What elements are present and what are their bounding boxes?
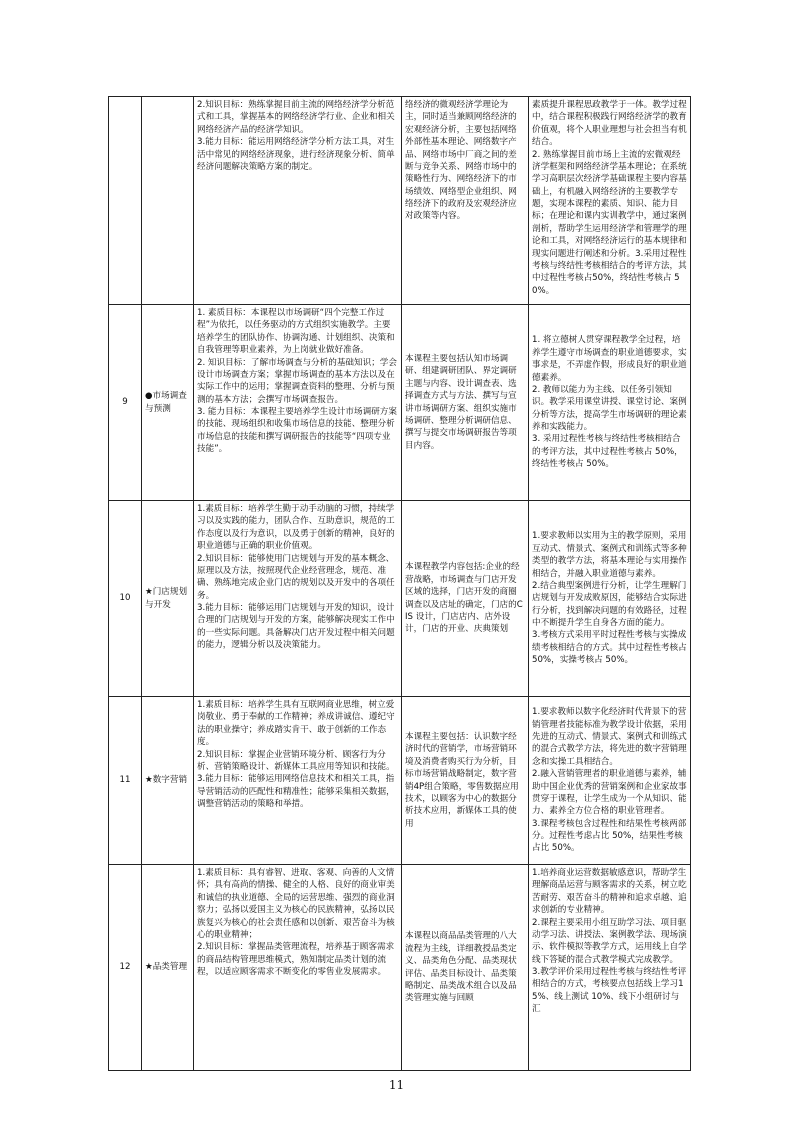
course-objectives	[194, 865, 402, 1071]
objective-item: 1.素质目标：培养学生勤于动手动脑的习惯，持续学习以及实践的能力，团队合作、互助意识，规范的工作态度以及行为意识，以及勇于创新的精神，良好的职业道德与正确的职业价值观。	[197, 504, 395, 552]
requirement-item: 2.融入营销管理者的职业道德与素养，辅助中国企业优秀的营销案例和企业家故事贯穿于课程，让学生成为一个从知识、能力、素养全方位合格的职业管理者。	[532, 769, 687, 817]
table-row	[109, 697, 691, 865]
row-number	[109, 97, 142, 305]
requirement-item: 1.要求教师以数字化经济时代背景下的营销管理者技能标准为教学设计依据，采用先进的互动式、情景式、案例式和训练式的混合式教学方法，将先进的数字营销理念和实操工具相结合。	[532, 707, 687, 767]
course-objectives	[194, 305, 402, 501]
curriculum-table	[108, 96, 691, 1071]
course-name	[142, 97, 194, 305]
row-number: 11	[109, 697, 142, 865]
course-objectives	[194, 97, 402, 305]
teaching-requirements	[529, 305, 691, 501]
objective-item: 1.素质目标：具有睿智、进取、客观、向善的人文情怀；具有高尚的情操、健全的人格、良好的商业审美和诚信的执业道德、全局的运营思维、强烈的商业洞察力；弘扬以爱国主义为核心的民族精神，弘扬以民族复兴为核心的社会责任感和以创新、艰苦奋斗为核心的职业精神；	[197, 868, 395, 940]
course-content: 本课程主要包括：认识数字经济时代的营销学，市场营销环境及消费者购买行为分析，目标市场营销战略制定，数字营销4P组合策略，零售数据应用技术，以顾客为中心的数据分析技术应用，新媒体工具的使用	[402, 697, 529, 865]
table-row	[109, 501, 691, 697]
teaching-requirements	[529, 501, 691, 697]
objective-item: 3.能力目标：能够运用门店规划与开发的知识，设计合理的门店规划与开发的方案，能够解决现实工作中的一些实际问题。具备解决门店开发过程中相关问题的能力，逻辑分析以及决策能力。	[197, 603, 395, 651]
teaching-requirements	[529, 697, 691, 865]
requirement-item: 1.要求教师以实用为主的教学原则，采用互动式、情景式、案例式和训练式等多种类型的教学方法，将基本理论与实用操作相结合，并融入职业道德与素养。	[532, 531, 687, 579]
requirement-item: 2. 熟练掌握目前市场上主流的宏微观经济学框架和网络经济学基本理论；在系统学习高职层次经济学基础课程主要内容基础上，有机融入网络经济的主要教学专题，实现本课程的素质、知识、能力目标；在理论和课内实训教学中，通过案例剖析，帮助学生运用经济学和管理学的理论和工具，对网络经济运行的基本规律和现实问题进行阐述和分析。3.采用过程性考核与终结性考核相结合的考评方法，其中过程性考核占50%，终结性考核占 50%。	[532, 149, 687, 296]
objective-item: 2.知识目标：掌握品类管理流程，培养基于顾客需求的商品结构管理思维模式，熟知制定品类计划的流程，以适应顾客需求不断变化的零售业发展需求。	[197, 942, 395, 977]
course-content: 本课程以商品品类管理的八大流程为主线，详细教授品类定义、品类角色分配、品类现状评估、品类目标设计、品类策略制定、品类战术组合以及品类管理实施与回顾	[402, 865, 529, 1071]
table-row	[109, 305, 691, 501]
course-name: ★门店规划与开发	[142, 501, 194, 697]
objective-item: 2.知识目标：掌握企业营销环境分析、顾客行为分析、营销策略设计、新媒体工具应用等知识和技能。	[197, 749, 395, 772]
requirement-item: 3.考核方式采用平时过程性考核与实操成绩考核相结合的方式。其中过程性考核占 50%，实操考核占 50%。	[532, 630, 687, 666]
requirement-item: 1. 将立德树人贯穿课程教学全过程，培养学生遵守市场调查的职业道德要求，实事求是，不弄虚作假，形成良好的职业道德素养。	[532, 335, 687, 383]
objective-item: 2.知识目标：熟练掌握目前主流的网络经济学分析范式和工具，掌握基本的网络经济学行业、企业和相关网络经济产品的经济学知识。	[197, 100, 395, 135]
course-name: ★品类管理	[142, 865, 194, 1071]
course-objectives	[194, 501, 402, 697]
objective-item: 2.知识目标：能够使用门店规划与开发的基本概念、原理以及方法，按照现代企业经营理念，规范、准确、熟练地完成企业门店的规划以及开发中的各项任务。	[197, 553, 395, 601]
requirement-item: 2.结合典型案例进行分析，让学生理解门店规划与开发成败原因，能够结合实际进行分析，找到解决问题的有效路径，过程中不断提升学生自身各方面的能力。	[532, 580, 687, 629]
course-content: 本课程教学内容包括:企业的经营战略，市场调查与门店开发区域的选择，门店开发的商圈调查以及店址的确定，门店的CIS 设计，门店店内、店外设计，门店的开业、庆典策划	[402, 501, 529, 697]
table-row	[109, 865, 691, 1071]
row-number: 9	[109, 305, 142, 501]
requirement-item: 3.教学评价采用过程性考核与终结性考评相结合的方式，考核要点包括线上学习15%、线上测试 10%、线下小组研讨与汇	[532, 967, 687, 1015]
course-objectives	[194, 697, 402, 865]
teaching-requirements	[529, 865, 691, 1071]
objective-item: 1. 素质目标：本课程以市场调研“四个完整工作过程”为依托，以任务驱动的方式组织实施教学。主要培养学生的团队协作、协调沟通、计划组织、决策和自我管理等职业素养，为上岗就业做好准备。	[197, 308, 395, 356]
requirement-item: 素质提升课程思政教学于一体。教学过程中，结合课程积极践行网络经济学的教育价值观，将个人职业理想与社会担当有机结合。	[532, 100, 687, 148]
row-number: 10	[109, 501, 142, 697]
teaching-requirements	[529, 97, 691, 305]
requirement-item: 3. 采用过程性考核与终结性考核相结合的考评方法，其中过程性考核占 50%，终结性考核占 50%。	[532, 434, 683, 470]
requirement-item: 2.课程主要采用小组互助学习法、项目驱动学习法、讲授法、案例教学法、现场演示、软件模拟等教学方式，运用线上自学线下答疑的混合式教学模式完成教学。	[532, 917, 687, 965]
objective-item: 2. 知识目标：了解市场调查与分析的基础知识；学会设计市场调查方案；掌握市场调查的基本方法以及在实际工作中的运用；掌握调查资料的整理、分析与预测的基本方法；会撰写市场调查报告。	[197, 357, 397, 405]
course-content: 络经济的微观经济学理论为主，同时适当兼顾网络经济的宏观经济分析，主要包括网络外部性基本理论、网络数字产品、网络市场中厂商之间的差断与竞争关系、网络市场中的策略性行为、网络经济下的市场绩效、网络型企业组织、网络经济下的政府及宏观经济应对政策等内容。	[402, 97, 529, 305]
objective-item: 3.能力目标：能运用网络经济学分析方法工具，对生活中常见的网络经济现象，进行经济现象分析、简单经济问题解决策略方案的制定。	[197, 137, 395, 172]
requirement-item: 1.培养商业运营数据敏感意识，帮助学生理解商品运营与顾客需求的关系，树立吃苦耐劳、艰苦奋斗的精神和追求卓越、追求创新的专业精神。	[532, 868, 687, 916]
row-number: 12	[109, 865, 142, 1071]
table-row	[109, 97, 691, 305]
page-number: 11	[388, 1078, 405, 1092]
course-content: 本课程主要包括认知市场调研、组建调研团队、界定调研主题与内容、设计调查表、选择调查方式与方法、撰写与宣讲市场调研方案、组织实施市场调研、整理分析调研信息、撰写与提交市场调研报告等项目内容。	[402, 305, 529, 501]
requirement-item: 2. 教师以能力为主线、以任务引领知识。教学采用课堂讲授、课堂讨论、案例分析等方法，提高学生市场调研的理论素养和实践能力。	[532, 384, 687, 433]
objective-item: 3.能力目标：能够运用网络信息技术和相关工具，指导营销活动的匹配性和精准性；能够采集相关数据，调整营销活动的策略和举措。	[197, 774, 395, 809]
objective-item: 1.素质目标：培养学生具有互联网商业思维，树立爱岗敬业、勇于奉献的工作精神；养成讲诚信、遵纪守法的职业操守；养成踏实肯干、敢于创新的工作态度。	[197, 700, 395, 748]
course-name: ●市场调查与预测	[142, 305, 194, 501]
objective-item: 3. 能力目标：本课程主要培养学生设计市场调研方案的技能、现场组织和收集市场信息的技能、整理分析市场信息的技能和撰写调研报告的技能等“四项专业技能”。	[197, 407, 397, 455]
requirement-item: 3.课程考核包含过程性和结果性考核两部分。过程性考虑占比 50%，结果性考核占比 50%。	[532, 818, 687, 854]
course-name: ★数字营销	[142, 697, 194, 865]
